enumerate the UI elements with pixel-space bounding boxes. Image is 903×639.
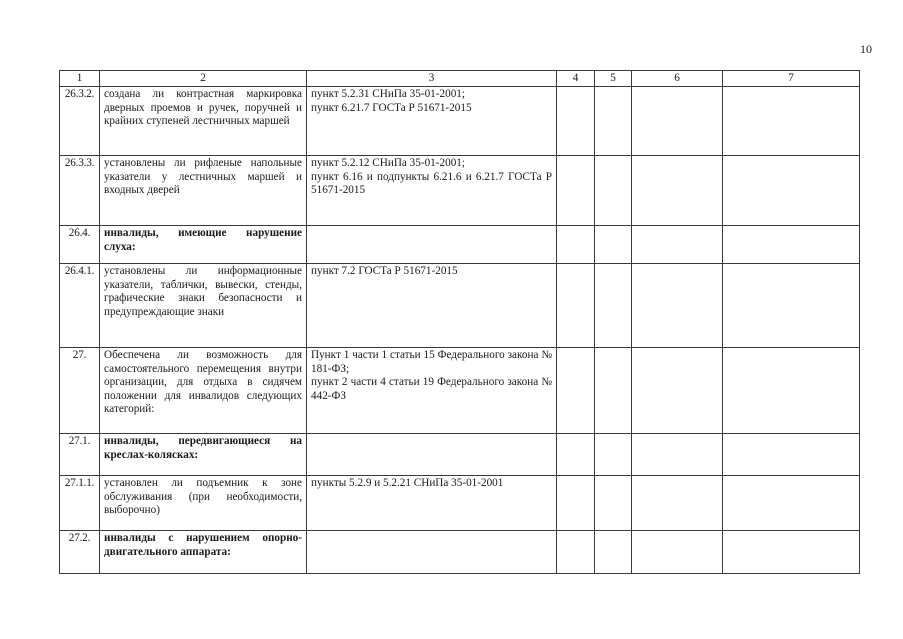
item-description: инвалиды, имеющие нарушение слуха: — [100, 226, 307, 264]
empty-cell — [632, 264, 723, 348]
empty-cell — [595, 87, 632, 156]
column-header: 4 — [557, 71, 595, 87]
empty-cell — [632, 531, 723, 574]
empty-cell — [557, 348, 595, 434]
column-header: 3 — [307, 71, 557, 87]
column-number-row — [60, 71, 860, 87]
empty-cell — [557, 226, 595, 264]
reference-line: пункт 6.16 и подпункты 6.21.6 и 6.21.7 ГОСТа Р 51671-2015 — [311, 170, 552, 197]
reference-line: Пункт 1 части 1 статьи 15 Федерального закона № 181-ФЗ; — [311, 349, 552, 375]
empty-cell — [595, 156, 632, 226]
item-reference — [307, 434, 557, 476]
item-number: 26.3.3. — [60, 156, 100, 226]
empty-cell — [723, 476, 860, 531]
empty-cell — [723, 348, 860, 434]
column-header: 6 — [632, 71, 723, 87]
empty-cell — [723, 264, 860, 348]
empty-cell — [557, 87, 595, 156]
item-reference — [307, 226, 557, 264]
empty-cell — [557, 264, 595, 348]
empty-cell — [595, 476, 632, 531]
empty-cell — [723, 531, 860, 574]
item-reference — [307, 476, 557, 531]
empty-cell — [557, 476, 595, 531]
item-description: установлены ли рифленые напольные указатели у лестничных маршей и входных дверей — [100, 156, 307, 226]
empty-cell — [632, 434, 723, 476]
table-row — [60, 476, 860, 531]
empty-cell — [632, 476, 723, 531]
item-reference — [307, 156, 557, 226]
empty-cell — [723, 226, 860, 264]
reference-line: пункты 5.2.9 и 5.2.21 СНиПа 35-01-2001 — [311, 477, 504, 489]
table-row — [60, 87, 860, 156]
item-number: 27. — [60, 348, 100, 434]
item-description: Обеспечена ли возможность для самостоятельного перемещения внутри организации, для отдыха в сидячем положении для инвалидов следующих категорий: — [100, 348, 307, 434]
item-number: 27.1.1. — [60, 476, 100, 531]
reference-line: пункт 6.21.7 ГОСТа Р 51671-2015 — [311, 101, 472, 114]
item-description: инвалиды, передвигающиеся на креслах-колясках: — [100, 434, 307, 476]
item-reference — [307, 531, 557, 574]
empty-cell — [632, 226, 723, 264]
empty-cell — [595, 531, 632, 574]
column-header: 2 — [100, 71, 307, 87]
item-description: установлен ли подъемник к зоне обслуживания (при необходимости, выборочно) — [100, 476, 307, 531]
empty-cell — [595, 226, 632, 264]
table-row — [60, 264, 860, 348]
table-row — [60, 531, 860, 574]
item-description: инвалиды с нарушением опорно-двигательного аппарата: — [100, 531, 307, 574]
reference-line: пункт 5.2.12 СНиПа 35-01-2001; — [311, 157, 465, 169]
table-row — [60, 226, 860, 264]
empty-cell — [723, 87, 860, 156]
reference-line: пункт 2 части 4 статьи 19 Федерального закона № 442-ФЗ — [311, 376, 552, 402]
item-number: 26.4. — [60, 226, 100, 264]
empty-cell — [557, 156, 595, 226]
column-header: 1 — [60, 71, 100, 87]
reference-line: пункт 7.2 ГОСТа Р 51671-2015 — [311, 265, 458, 277]
reference-line: пункт 5.2.31 СНиПа 35-01-2001; — [311, 88, 465, 100]
empty-cell — [723, 156, 860, 226]
column-header: 5 — [595, 71, 632, 87]
item-reference — [307, 264, 557, 348]
checklist-table — [59, 70, 860, 574]
empty-cell — [632, 156, 723, 226]
item-number: 26.4.1. — [60, 264, 100, 348]
column-header: 7 — [723, 71, 860, 87]
item-number: 26.3.2. — [60, 87, 100, 156]
item-description: создана ли контрастная маркировка дверных проемов и ручек, поручней и крайних ступеней лестничных маршей — [100, 87, 307, 156]
table-row — [60, 434, 860, 476]
item-description: установлены ли информационные указатели, таблички, вывески, стенды, графические знаки безопасности и предупреждающие знаки — [100, 264, 307, 348]
table-row — [60, 156, 860, 226]
empty-cell — [557, 531, 595, 574]
empty-cell — [632, 348, 723, 434]
item-number: 27.2. — [60, 531, 100, 574]
item-reference — [307, 348, 557, 434]
empty-cell — [595, 264, 632, 348]
item-reference — [307, 87, 557, 156]
page-number: 10 — [860, 42, 872, 56]
empty-cell — [557, 434, 595, 476]
empty-cell — [595, 434, 632, 476]
empty-cell — [595, 348, 632, 434]
empty-cell — [632, 87, 723, 156]
item-number: 27.1. — [60, 434, 100, 476]
table-row — [60, 348, 860, 434]
empty-cell — [723, 434, 860, 476]
